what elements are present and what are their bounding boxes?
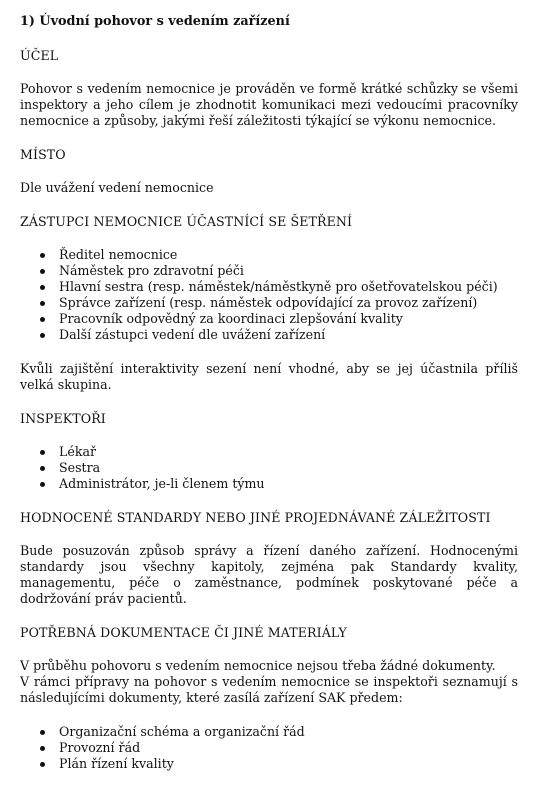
representatives-note: Kvůli zajištění interaktivity sezení není vhodné, aby se jej účastnila příliš velká skupina. xyxy=(20,361,518,392)
list-item xyxy=(20,327,518,343)
list-item xyxy=(20,311,518,327)
bullet-icon xyxy=(40,450,45,455)
place-paragraph: Dle uvážení vedení nemocnice xyxy=(20,180,214,195)
section-title-purpose: ÚČEL xyxy=(20,48,59,63)
standards-paragraph: Bude posuzován způsob správy a řízení daného zařízení. Hodnocenými standardy jsou všechny kapitoly, zejména pak Standardy kvality, managementu, péče o zaměstnance, podmínek poskytované péče a dodržování práv pacientů. xyxy=(20,543,518,606)
list-item-text: Další zástupci vedení dle uvážení zařízení xyxy=(59,327,326,342)
bullet-icon xyxy=(40,317,45,322)
list-item-text: Sestra xyxy=(59,460,101,475)
bullet-icon xyxy=(40,285,45,290)
list-item xyxy=(20,460,518,476)
section-title-representatives: ZÁSTUPCI NEMOCNICE ÚČASTNÍCÍ SE ŠETŘENÍ xyxy=(20,214,353,229)
section-title-inspectors: INSPEKTOŘI xyxy=(20,411,106,426)
list-item-text: Plán řízení kvality xyxy=(59,756,174,771)
representatives-list xyxy=(20,247,518,343)
documentation-paragraph-2: V rámci přípravy na pohovor s vedením nemocnice se inspektoři seznamují s následujícími dokumenty, které zasílá zařízení SAK předem: xyxy=(20,674,518,705)
section-title-documentation: POTŘEBNÁ DOKUMENTACE ČI JINÉ MATERIÁLY xyxy=(20,625,347,640)
document-page xyxy=(20,14,518,790)
list-item xyxy=(20,476,518,492)
documentation-list xyxy=(20,724,518,772)
list-item xyxy=(20,279,518,295)
list-item-text: Pracovník odpovědný za koordinaci zlepšování kvality xyxy=(59,311,403,326)
bullet-icon xyxy=(40,333,45,338)
section-title-place: MÍSTO xyxy=(20,147,66,162)
list-item-text: Administrátor, je-li členem týmu xyxy=(59,476,265,491)
purpose-paragraph: Pohovor s vedením nemocnice je prováděn ve formě krátké schůzky se všemi inspektory a jeho cílem je zhodnotit komunikaci mezi vedoucími pracovníky nemocnice a způsoby, jakými řeší záležitosti týkající se výkonu nemocnice. xyxy=(20,81,518,128)
list-item-text: Ředitel nemocnice xyxy=(59,247,178,262)
bullet-icon xyxy=(40,730,45,735)
documentation-paragraph-1: V průběhu pohovoru s vedením nemocnice nejsou třeba žádné dokumenty. xyxy=(20,658,496,673)
page-heading: 1) Úvodní pohovor s vedením zařízení xyxy=(20,14,290,29)
list-item-text: Provozní řád xyxy=(59,740,141,755)
bullet-icon xyxy=(40,746,45,751)
section-title-standards: HODNOCENÉ STANDARDY NEBO JINÉ PROJEDNÁVANÉ ZÁLEŽITOSTI xyxy=(20,510,491,525)
list-item xyxy=(20,263,518,279)
bullet-icon xyxy=(40,482,45,487)
list-item-text: Hlavní sestra (resp. náměstek/náměstkyně pro ošetřovatelskou péči) xyxy=(59,279,498,294)
bullet-icon xyxy=(40,762,45,767)
bullet-icon xyxy=(40,269,45,274)
bullet-icon xyxy=(40,466,45,471)
list-item xyxy=(20,444,518,460)
list-item xyxy=(20,740,518,756)
list-item-text: Organizační schéma a organizační řád xyxy=(59,724,305,739)
bullet-icon xyxy=(40,301,45,306)
list-item-text: Náměstek pro zdravotní péči xyxy=(59,263,244,278)
list-item xyxy=(20,247,518,263)
list-item-text: Lékař xyxy=(59,444,96,459)
list-item-text: Správce zařízení (resp. náměstek odpovídající za provoz zařízení) xyxy=(59,295,478,310)
bullet-icon xyxy=(40,253,45,258)
list-item xyxy=(20,724,518,740)
inspectors-list xyxy=(20,444,518,492)
list-item xyxy=(20,756,518,772)
list-item xyxy=(20,295,518,311)
